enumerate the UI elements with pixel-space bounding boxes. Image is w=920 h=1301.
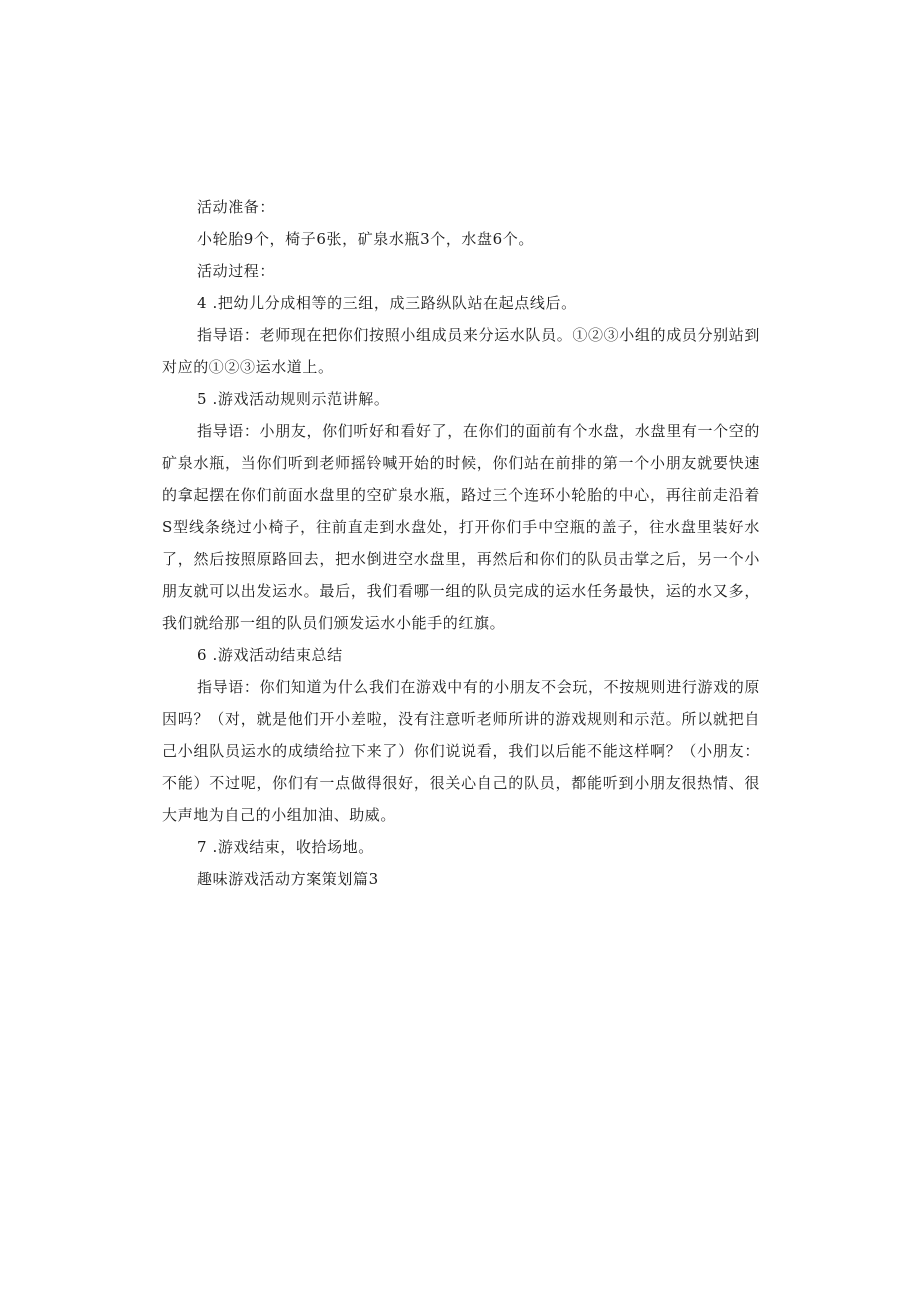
section-title-part-3: 趣味游戏活动方案策划篇3 — [197, 870, 379, 888]
guidance-step-4: 指导语：老师现在把你们按照小组成员来分运水队员。①②③小组的成员分别站到对应的①②③运水道上。 — [162, 326, 760, 376]
step-6: 6 .游戏活动结束总结 — [197, 646, 343, 664]
document-page — [162, 191, 760, 895]
guidance-step-6: 指导语：你们知道为什么我们在游戏中有的小朋友不会玩，不按规则进行游戏的原因吗？（对，就是他们开小差啦，没有注意听老师所讲的游戏规则和示范。所以就把自己小组队员运水的成绩给拉下来了）你们说说看，我们以后能不能这样啊？（小朋友：不能）不过呢，你们有一点做得很好，很关心自己的队员，都能听到小朋友很热情、很大声地为自己的小组加油、助威。 — [162, 678, 760, 824]
heading-activity-process: 活动过程： — [197, 262, 276, 280]
heading-activity-preparation: 活动准备： — [197, 198, 276, 216]
step-5: 5 .游戏活动规则示范讲解。 — [197, 390, 390, 408]
step-4: 4 .把幼儿分成相等的三组，成三路纵队站在起点线后。 — [197, 294, 577, 312]
step-7: 7 .游戏结束，收拾场地。 — [197, 838, 374, 856]
guidance-step-5: 指导语：小朋友，你们听好和看好了，在你们的面前有个水盘，水盘里有一个空的矿泉水瓶，当你们听到老师摇铃喊开始的时候，你们站在前排的第一个小朋友就要快速的拿起摆在你们前面水盘里的空矿泉水瓶，路过三个连环小轮胎的中心，再往前走沿着S型线条绕过小椅子，往前直走到水盘处，打开你们手中空瓶的盖子，往水盘里装好水了，然后按照原路回去，把水倒进空水盘里，再然后和你们的队员击掌之后，另一个小朋友就可以出发运水。最后，我们看哪一组的队员完成的运水任务最快，运的水又多，我们就给那一组的队员们颁发运水小能手的红旗。 — [162, 422, 760, 632]
materials-list: 小轮胎9个，椅子6张，矿泉水瓶3个，水盘6个。 — [197, 230, 534, 248]
